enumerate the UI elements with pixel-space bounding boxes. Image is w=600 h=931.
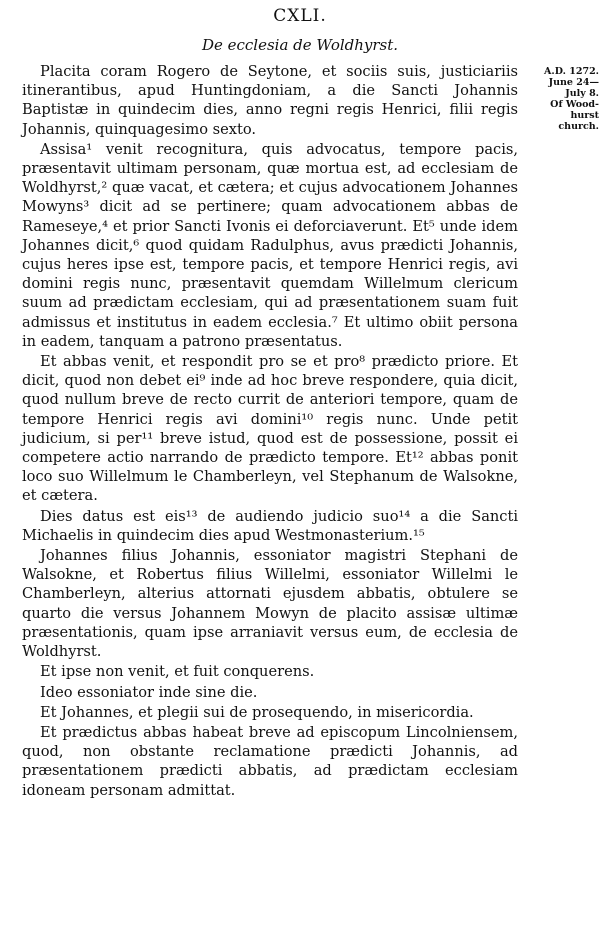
margin-note-line: July 8. bbox=[565, 88, 599, 99]
chapter-title: De ecclesia de Woldhyrst. bbox=[201, 36, 399, 54]
margin-note-line: Of Wood- bbox=[550, 99, 599, 110]
margin-note-line: church. bbox=[558, 121, 599, 132]
margin-note bbox=[523, 66, 599, 132]
paragraph: Placita coram Rogero de Seytone, et sociis suis, justiciariis itinerantibus, apud Huntingdoniam, a die Sancti Johannis Baptistæ in quindecim dies, anno regni regis Henrici, filii regis Johannis, quinquagesimo sexto. bbox=[22, 63, 518, 138]
body-text bbox=[22, 62, 518, 801]
margin-note-line: A.D. 1272. bbox=[544, 66, 599, 77]
paragraph: Et ipse non venit, et fuit conquerens. bbox=[40, 663, 315, 681]
margin-note-line: June 24— bbox=[548, 77, 599, 88]
paragraph: Assisa¹ venit recognitura, quis advocatus, tempore pacis, præsentavit ultimam personam, quæ mortua est, ad ecclesiam de Woldhyrst,² quæ vacat, et cætera; et cujus advocationem Johannes Mowyns³ dicit ad se pertinere; quam advocationem abbas de Rameseye,⁴ et prior Sancti Ivonis ei deforciaverunt. Et⁵ unde idem Johannes dicit,⁶ quod quidam Radulphus, avus prædicti Johannis, cujus heres ipse est, tempore pacis, et tempore Henrici regis, avi domini regis nunc, præsentavit quemdam Willelmum clericum suum ad prædictam ecclesiam, qui ad præsentationem suam fuit admissus et institutus in eadem ecclesia.⁷ Et ultimo obiit persona in eadem, tanquam a patrono præsentatus. bbox=[22, 140, 518, 350]
paragraph: Johannes filius Johannis, essoniator magistri Stephani de Walsokne, et Robertus filius Willelmi, essoniator Willelmi le Chamberleyn, alterius attornati ejusdem abbatis, obtulere se quarto die versus Johannem Mowyn de placito assisæ ultimæ præsentationis, quam ipse arraniavit versus eum, de ecclesia de Woldhyrst. bbox=[22, 547, 518, 661]
paragraph: Ideo essoniator inde sine die. bbox=[40, 683, 258, 701]
paragraph: Et prædictus abbas habeat breve ad episcopum Lincolniensem, quod, non obstante reclamatione prædicti Johannis, ad præsentationem prædicti abbatis, ad prædictam ecclesiam idoneam personam admittat. bbox=[22, 723, 518, 799]
margin-note-line: hurst bbox=[570, 110, 599, 121]
paragraph: Dies datus est eis¹³ de audiendo judicio suo¹⁴ a die Sancti Michaelis in quindecim dies apud Westmonasterium.¹⁵ bbox=[22, 507, 518, 544]
paragraph: Et abbas venit, et respondit pro se et pro⁸ prædicto priore. Et dicit, quod non debet ei⁹ inde ad hoc breve respondere, quia dicit, quod nullum breve de recto currit de anteriori tempore, quam de tempore Henrici regis avi domini¹⁰ regis nunc. Unde petit judicium, si per¹¹ breve istud, quod est de possessione, possit ei competere actio narrando de prædicto tempore. Et¹² abbas ponit loco suo Willelmum le Chamberleyn, vel Stephanum de Walsokne, et cætera. bbox=[22, 353, 518, 505]
paragraph: Et Johannes, et plegii sui de prosequendo, in misericordia. bbox=[40, 703, 474, 721]
chapter-number: CXLI. bbox=[273, 6, 327, 26]
